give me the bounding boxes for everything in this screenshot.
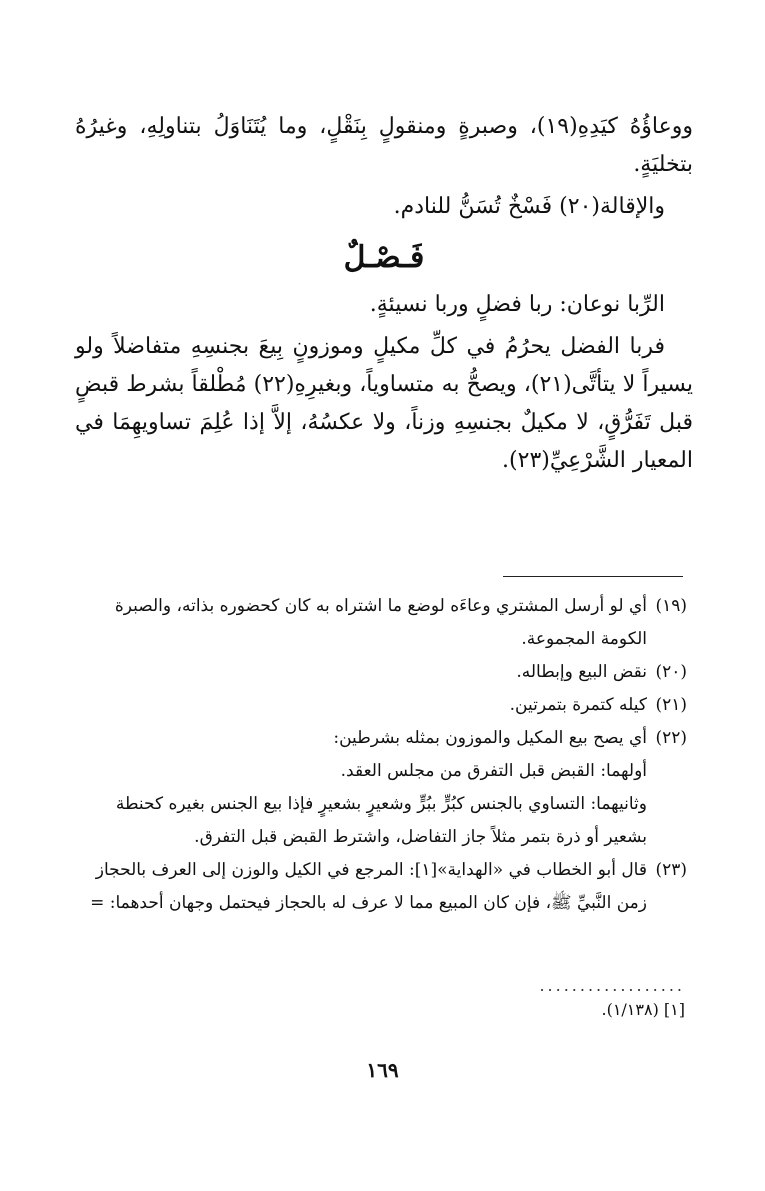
footnote-line: الكومة المجموعة. (521, 629, 647, 649)
footnote-number: (٢٣) (655, 860, 687, 880)
footnote-line: كيله كتمرة بتمرتين. (509, 695, 647, 715)
footnote-20 (77, 656, 687, 689)
footnote-line: وثانيهما: التساوي بالجنس كبُرٍّ ببُرٍّ وشعيرٍ بشعيرٍ فإذا بيع الجنس بغيره كحنطة (115, 794, 647, 814)
footnote-line: زمن النَّبيِّ ﷺ، فإن كان المبيع مما لا عرف له بالحجاز فيحتمل وجهان أحدهما: = (90, 893, 647, 913)
footnote-19 (77, 590, 687, 656)
footnote-line: أولهما: القبض قبل التفرق من مجلس العقد. (340, 761, 647, 781)
footnote-21 (77, 689, 687, 722)
editor-note-separator: .................. (539, 976, 685, 995)
footnote-line: نقض البيع وإبطاله. (516, 662, 647, 682)
paragraph-riba-fadl: فربا الفضل يحرُمُ في كلِّ مكيلٍ وموزونٍ بِيعَ بجنسِهِ متفاضلاً ولو يسيراً لا يتأتَّى(٢١)، ويصحُّ به متساوياً، وبغيرِهِ(٢٢) مُطْلقاً بشرط قبضٍ قبل تَفَرُّقٍ، لا مكيلٌ بجنسِهِ وزناً، ولا عكسُهُ، إلاَّ إذا عُلِمَ تساويهِمَا في المعيار الشَّرْعِيِّ(٢٣). (75, 334, 693, 473)
footnote-number: (٢٢) (655, 728, 687, 748)
footnote-line: بشعير أو ذرة بتمر مثلاً جاز التفاضل، واشترط القبض قبل التفرق. (194, 827, 647, 847)
main-text (75, 108, 693, 480)
footnote-separator (503, 576, 683, 577)
paragraph-iqala: والإقالة(٢٠) فَسْخٌ تُسَنُّ للنادم. (393, 194, 665, 219)
paragraph-possession: ووعاؤُهُ كيَدِهِ(١٩)، وصبرةٍ ومنقولٍ بِنَقْلٍ، وما يُتَنَاوَلُ بتناولِهِ، وغيرُهُ بتخليَةٍ. (75, 114, 693, 177)
footnote-line: أي يصح بيع المكيل والموزون بمثله بشرطين: (333, 728, 647, 748)
footnotes (77, 590, 687, 920)
footnote-line: أي لو أرسل المشتري وعاءَه لوضع ما اشتراه به كان كحضوره بذاته، والصبرة (114, 596, 647, 616)
paragraph-riba-types: الرِّبا نوعان: ربا فضلٍ وربا نسيئةٍ. (369, 292, 665, 317)
editor-note: [١] (١/١٣٨). (601, 1000, 685, 1019)
footnote-22 (77, 722, 687, 854)
footnote-number: (٢١) (655, 695, 687, 715)
footnote-number: (٢٠) (655, 662, 687, 682)
footnote-number: (١٩) (655, 596, 687, 616)
section-title: فَـصْـلٌ (343, 240, 425, 275)
page-number: ١٦٩ (366, 1058, 399, 1082)
footnote-23 (77, 854, 687, 920)
footnote-line: قال أبو الخطاب في «الهداية»[١]: المرجع في الكيل والوزن إلى العرف بالحجاز (95, 860, 647, 880)
